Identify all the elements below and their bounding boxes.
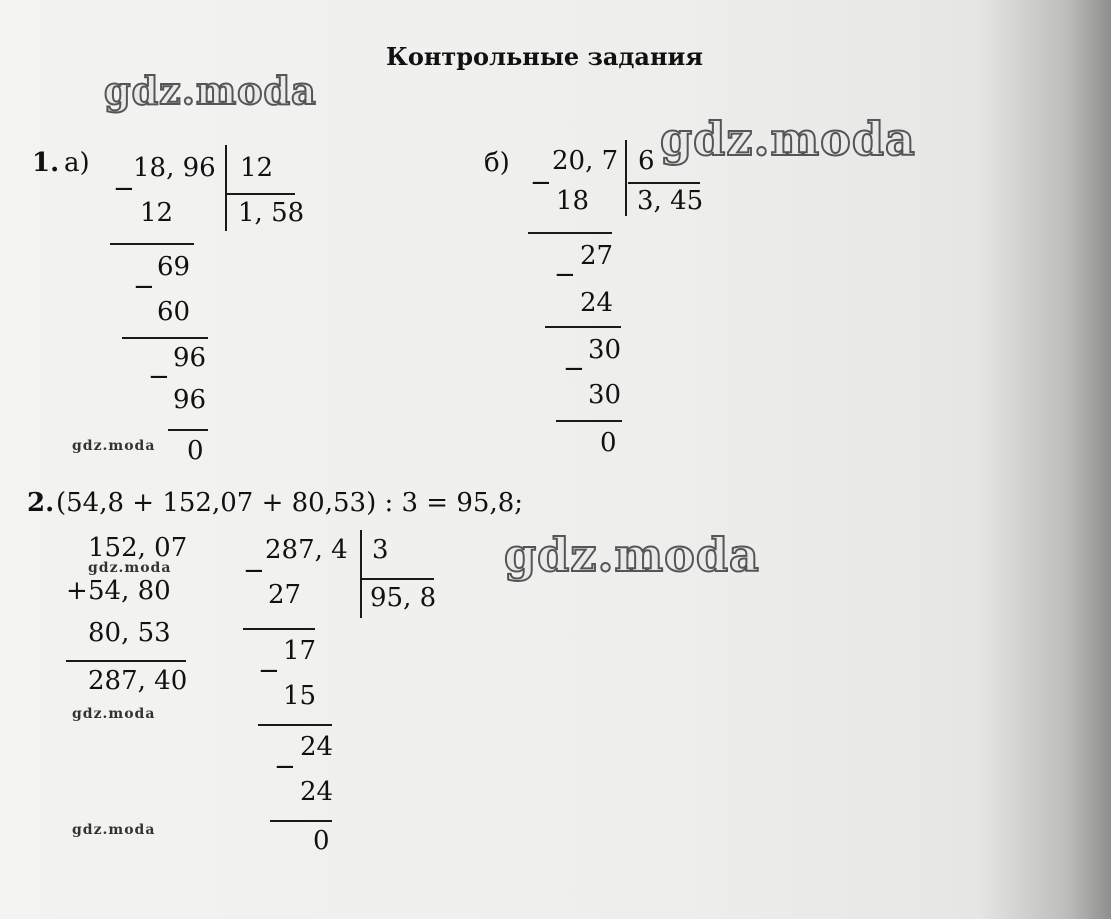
step-value: 24 <box>580 288 614 318</box>
minus-sign: − <box>563 354 585 384</box>
dividend: 20, 7 <box>552 146 619 176</box>
sum-line <box>66 660 186 662</box>
quotient-line <box>227 193 295 195</box>
addend: 54, 80 <box>88 576 171 606</box>
minus-sign: − <box>243 556 265 586</box>
page-title: Контрольные задания <box>386 42 704 71</box>
step-value: 15 <box>283 681 317 711</box>
watermark: gdz.moda <box>72 822 156 838</box>
step-value: 24 <box>300 732 334 762</box>
addend: 80, 53 <box>88 618 171 648</box>
step-value: 24 <box>300 777 334 807</box>
subtask-label: а) <box>64 148 90 178</box>
addend: 152, 07 <box>88 533 188 563</box>
step-value: 12 <box>140 198 174 228</box>
step-line <box>528 232 612 234</box>
watermark: gdz.moda <box>660 112 916 166</box>
step-line <box>556 420 622 422</box>
dividend: 287, 4 <box>265 535 348 565</box>
subtask-label: б) <box>484 148 510 178</box>
division-bar <box>360 530 362 618</box>
minus-sign: − <box>258 656 280 686</box>
quotient: 1, 58 <box>238 198 305 228</box>
divisor: 3 <box>372 535 389 565</box>
minus-sign: − <box>274 752 296 782</box>
minus-sign: − <box>554 260 576 290</box>
step-line <box>545 326 621 328</box>
step-line <box>122 337 208 339</box>
minus-sign: − <box>148 362 170 392</box>
watermark: gdz.moda <box>72 706 156 722</box>
step-line <box>270 820 332 822</box>
task-number: 2. <box>27 488 55 518</box>
step-value: 96 <box>173 385 207 415</box>
minus-sign: − <box>133 272 155 302</box>
step-value: 30 <box>588 380 622 410</box>
minus-sign: − <box>113 174 135 204</box>
step-line <box>243 628 315 630</box>
step-line <box>110 243 194 245</box>
step-line <box>258 724 332 726</box>
step-value: 27 <box>580 241 614 271</box>
step-value: 17 <box>283 636 317 666</box>
watermark: gdz.moda <box>72 438 156 454</box>
dividend: 18, 96 <box>133 153 216 183</box>
step-value: 60 <box>157 297 191 327</box>
quotient: 95, 8 <box>370 583 437 613</box>
sum: 287, 40 <box>88 666 188 696</box>
remainder: 0 <box>600 428 617 458</box>
step-line <box>168 429 208 431</box>
division-bar <box>225 145 227 231</box>
watermark: gdz.moda <box>504 528 760 582</box>
divisor: 12 <box>240 153 274 183</box>
step-value: 96 <box>173 343 207 373</box>
bleed-through-text <box>560 8 568 38</box>
watermark: gdz.moda <box>88 560 172 576</box>
step-value: 18 <box>556 186 590 216</box>
quotient-line <box>362 578 434 580</box>
quotient: 3, 45 <box>637 186 704 216</box>
divisor: 6 <box>638 146 655 176</box>
quotient-line <box>628 182 700 184</box>
plus-sign: + <box>66 576 88 606</box>
task-expression: (54,8 + 152,07 + 80,53) : 3 = 95,8; <box>56 488 524 518</box>
step-value: 27 <box>268 580 302 610</box>
step-value: 69 <box>157 252 191 282</box>
task-number: 1. <box>32 148 60 178</box>
step-value: 30 <box>588 335 622 365</box>
remainder: 0 <box>187 436 204 466</box>
watermark: gdz.moda <box>104 68 317 113</box>
remainder: 0 <box>313 826 330 856</box>
division-bar <box>625 140 627 216</box>
minus-sign: − <box>530 168 552 198</box>
